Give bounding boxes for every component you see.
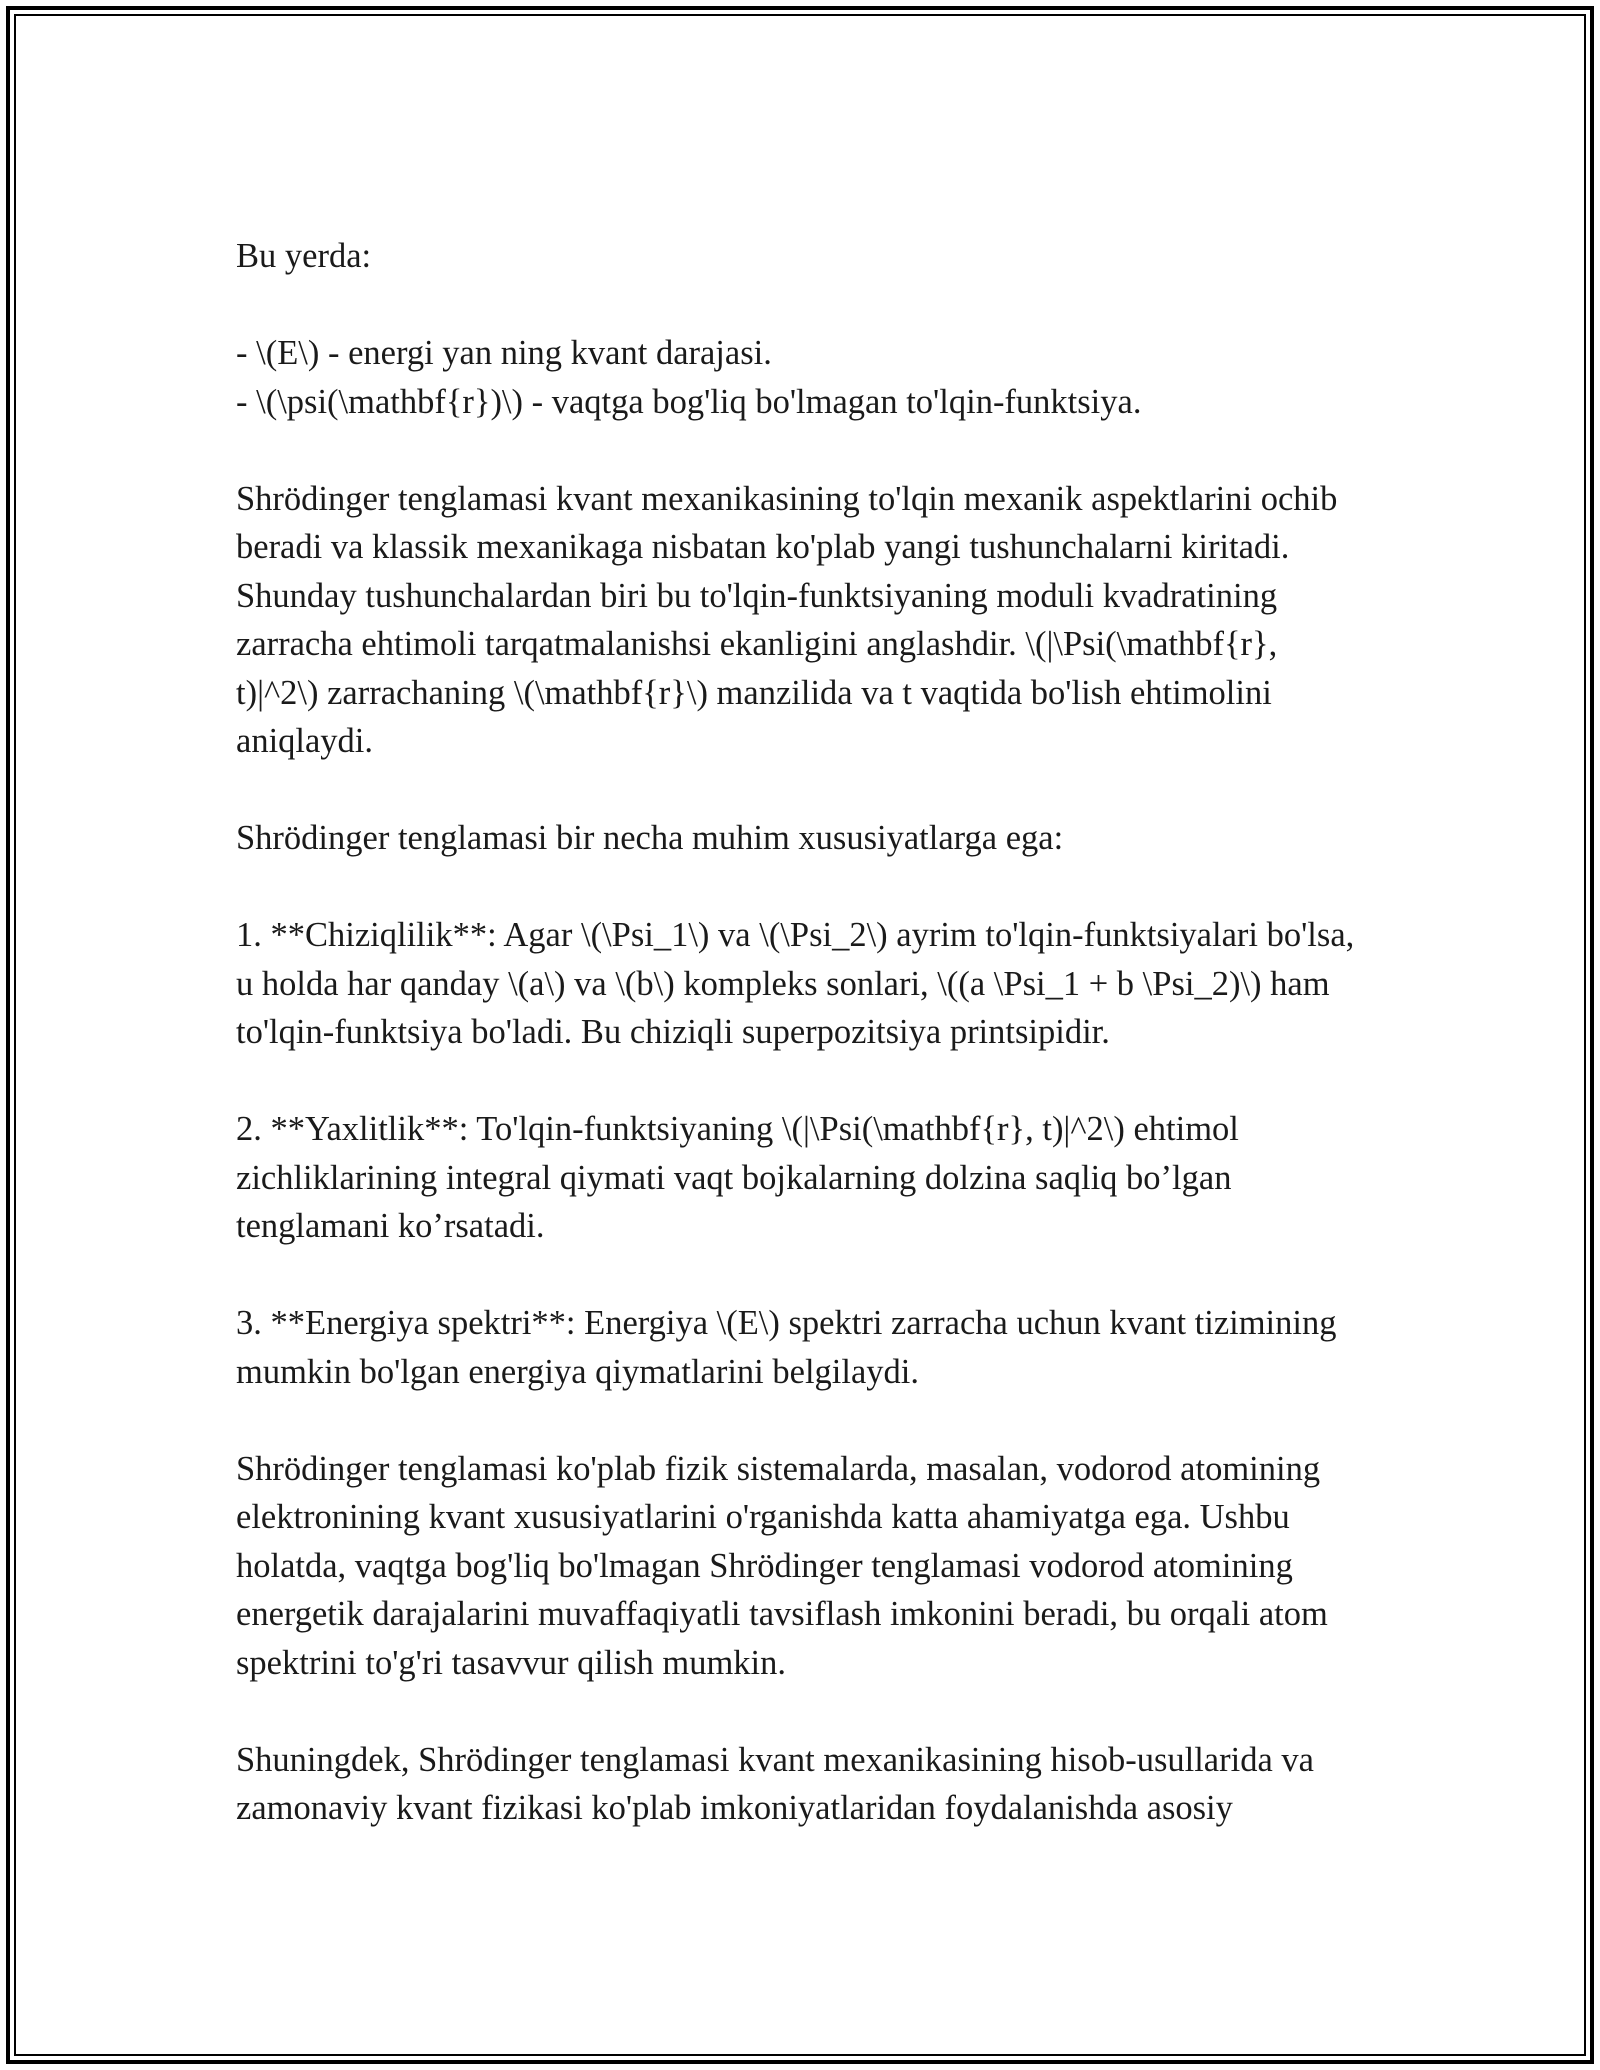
paragraph-applications: Shuningdek, Shrödinger tenglamasi kvant mexanikasining hisob-usullarida va zamonaviy kvant fizikasi ko'plab imkoniyatlaridan foydalanishda asosiy	[236, 1740, 1314, 1827]
paragraph-wave-mechanics: Shrödinger tenglamasi kvant mexanikasining to'lqin mexanik aspektlarini ochib beradi va klassik mexanikaga nisbatan ko'plab yangi tushunchalarni kiritadi. Shunday tushunchalardan biri bu to'lqin-funktsiyaning moduli kvadratining zarracha ehtimoli tarqatmalanishsi ekanligini anglashdir. \(|\Psi(\mathbf{r}, t)|^2\) zarrachaning \(\mathbf{r}\) manzilida va t vaqtida bo'lish ehtimolini aniqlaydi.	[236, 479, 1338, 760]
paragraph-properties-intro: Shrödinger tenglamasi bir necha muhim xususiyatlarga ega:	[236, 819, 1064, 857]
paragraph-hydrogen: Shrödinger tenglamasi ko'plab fizik sistemalarda, masalan, vodorod atomining elektronining kvant xususiyatlarini o'rganishda katta ahamiyatga ega. Ushbu holatda, vaqtga bog'liq bo'lmagan Shrödinger tenglamasi vodorod atomining energetik darajalarini muvaffaqiyatli tavsiflash imkonini beradi, bu orqali atom spektrini to'g'ri tasavvur qilish mumkin.	[236, 1449, 1328, 1682]
bullet-wavefunction: - \(\psi(\mathbf{r})\) - vaqtga bog'liq bo'lmagan to'lqin-funktsiya.	[236, 382, 1142, 421]
bullet-energy: - \(E\) - energi yan ning kvant darajasi.	[236, 334, 772, 372]
list-item-energy-spectrum: 3. **Energiya spektri**: Energiya \(E\) spektri zarracha uchun kvant tizimining mumkin bo'lgan energiya qiymatlarini belgilaydi.	[236, 1304, 1337, 1391]
document-body	[236, 232, 1366, 1833]
intro-text: Bu yerda:	[236, 237, 372, 275]
list-item-linearity: 1. **Chiziqlilik**: Agar \(\Psi_1\) va \(\Psi_2\) ayrim to'lqin-funktsiyalari bo'lsa, u holda har qanday \(a\) va \(b\) kompleks sonlari, \((a \Psi_1 + b \Psi_2)\) ham to'lqin-funktsiya bo'ladi. Bu chiziqli superpozitsiya printsipidir.	[236, 916, 1355, 1051]
list-item-integrity: 2. **Yaxlitlik**: To'lqin-funktsiyaning \(|\Psi(\mathbf{r}, t)|^2\) ehtimol zichliklarining integral qiymati vaqt bojkalarning dolzina saqliq bo’lgan tenglamani ko’rsatadi.	[236, 1110, 1239, 1245]
